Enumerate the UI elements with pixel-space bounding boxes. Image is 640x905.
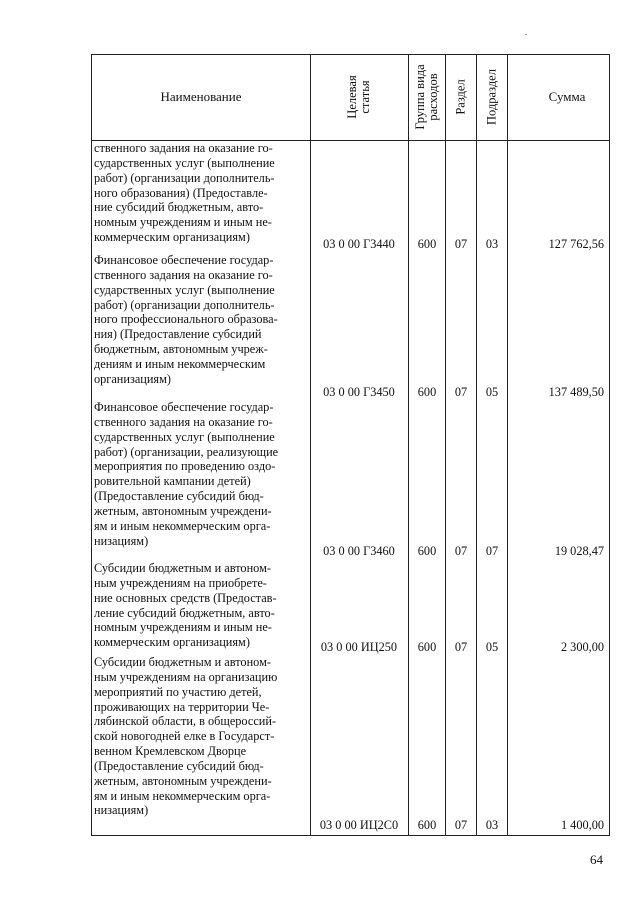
header-group-line: расходов (426, 73, 440, 121)
row-section: 07 (454, 818, 468, 832)
row-subsection: 07 (485, 544, 499, 558)
name-line: низациям) (94, 803, 149, 818)
row-name (94, 655, 306, 818)
row-sum: 2 300,00 (560, 640, 604, 654)
row-sum: 127 762,56 (548, 237, 604, 251)
name-line: организациям) (94, 371, 171, 386)
name-line: работ) (организации, реализующие (94, 444, 279, 459)
row-sum: 1 400,00 (560, 818, 604, 832)
name-line: дениям и иным некоммерческим (94, 356, 266, 371)
name-line: (Предоставление субсидий бюд- (94, 758, 264, 773)
name-line: бюджетным, автономным учреж- (94, 342, 268, 357)
name-line: ние субсидий бюджетным, авто- (94, 200, 264, 215)
name-line: ям и иным некоммерческим орга- (94, 518, 271, 533)
row-subsection: 05 (485, 385, 499, 399)
name-line: ственного задания на оказание го- (94, 267, 273, 282)
row-section: 07 (454, 544, 468, 558)
name-line: низациям) (94, 533, 149, 548)
name-line: ской новогодней елке в Государст- (94, 729, 275, 744)
name-line: сударственных услуг (выполнение (94, 429, 275, 444)
name-line: номным учреждениям и иным не- (94, 620, 272, 635)
name-line: работ) (организации дополнитель- (94, 297, 275, 312)
header-group-line: Группа вида (413, 64, 427, 130)
header-code-line: Целевая (345, 75, 359, 119)
name-line: Субсидии бюджетным и автоном- (94, 655, 271, 669)
row-subsection: 03 (485, 237, 499, 251)
name-line: (Предоставление субсидий бюд- (94, 489, 264, 504)
name-line: ственного задания на оказание го- (94, 141, 273, 155)
row-code: 03 0 00 Г3440 (323, 237, 395, 251)
row-subsection: 03 (485, 818, 499, 832)
header-section: Раздел (453, 79, 468, 115)
row-subsection: 05 (485, 640, 499, 654)
name-line: ровительной кампании детей) (94, 474, 251, 489)
name-line: проживающих на территории Че- (94, 699, 270, 714)
name-line: ние основных средств (Предостав- (94, 590, 277, 605)
header-code (346, 75, 372, 118)
name-line: ного образования) (Предоставле- (94, 185, 268, 200)
name-line: Финансовое обеспечение государ- (94, 400, 274, 414)
name-line: жетным, автономным учреждени- (94, 503, 272, 518)
row-group: 600 (417, 385, 437, 399)
row-group: 600 (417, 544, 437, 558)
name-line: жетным, автономным учреждени- (94, 773, 272, 788)
name-line: номным учреждениям и иным не- (94, 215, 272, 230)
name-line: ния) (Предоставление субсидий (94, 327, 262, 342)
row-name (94, 561, 306, 650)
page-number: 64 (590, 852, 603, 867)
row-sum: 137 489,50 (548, 385, 604, 399)
row-code: 03 0 00 Г3460 (323, 544, 395, 558)
name-line: сударственных услуг (выполнение (94, 155, 275, 170)
column-divider (91, 54, 92, 836)
column-divider (476, 54, 477, 836)
name-line: венном Кремлевском Дворце (94, 744, 247, 759)
row-code: 03 0 00 ИЦ2С0 (319, 818, 399, 832)
name-line: ственного задания на оказание го- (94, 414, 273, 429)
scan-speck (525, 34, 527, 35)
name-line: Субсидии бюджетным и автоном- (94, 561, 271, 575)
table-bottom-border (91, 835, 610, 836)
header-subsection: Подраздел (484, 69, 499, 125)
name-line: лябинской области, в общероссий- (94, 714, 277, 729)
header-name: Наименование (160, 89, 242, 104)
column-divider (408, 54, 409, 836)
row-name (94, 400, 306, 548)
row-section: 07 (454, 237, 468, 251)
name-line: ного профессионального образова- (94, 312, 278, 327)
row-code: 03 0 00 ИЦ250 (320, 640, 398, 654)
row-section: 07 (454, 385, 468, 399)
name-line: ям и иным некоммерческим орга- (94, 788, 271, 803)
name-line: работ) (организации дополнитель- (94, 170, 275, 185)
row-group: 600 (417, 818, 437, 832)
row-section: 07 (454, 640, 468, 654)
row-sum: 19 028,47 (554, 544, 604, 558)
name-line: ление субсидий бюджетным, авто- (94, 605, 275, 620)
name-line: коммерческим организациям) (94, 230, 250, 245)
name-line: коммерческим организациям) (94, 635, 250, 650)
name-line: Финансовое обеспечение государ- (94, 253, 274, 267)
header-group (414, 64, 440, 129)
name-line: ным учреждениям на приобрете- (94, 575, 267, 590)
column-divider (310, 54, 311, 836)
row-name (94, 141, 306, 245)
row-group: 600 (417, 640, 437, 654)
name-line: ным учреждениям на организацию (94, 669, 278, 684)
row-name (94, 253, 306, 387)
name-line: мероприятий по участию детей, (94, 684, 262, 699)
row-code: 03 0 00 Г3450 (323, 385, 395, 399)
column-divider (609, 54, 610, 836)
column-divider (507, 54, 508, 836)
row-group: 600 (417, 237, 437, 251)
name-line: мероприятия по проведению оздо- (94, 459, 276, 474)
name-line: сударственных услуг (выполнение (94, 282, 275, 297)
column-divider (445, 54, 446, 836)
header-code-line: статья (358, 80, 372, 114)
header-sum: Сумма (548, 89, 586, 104)
